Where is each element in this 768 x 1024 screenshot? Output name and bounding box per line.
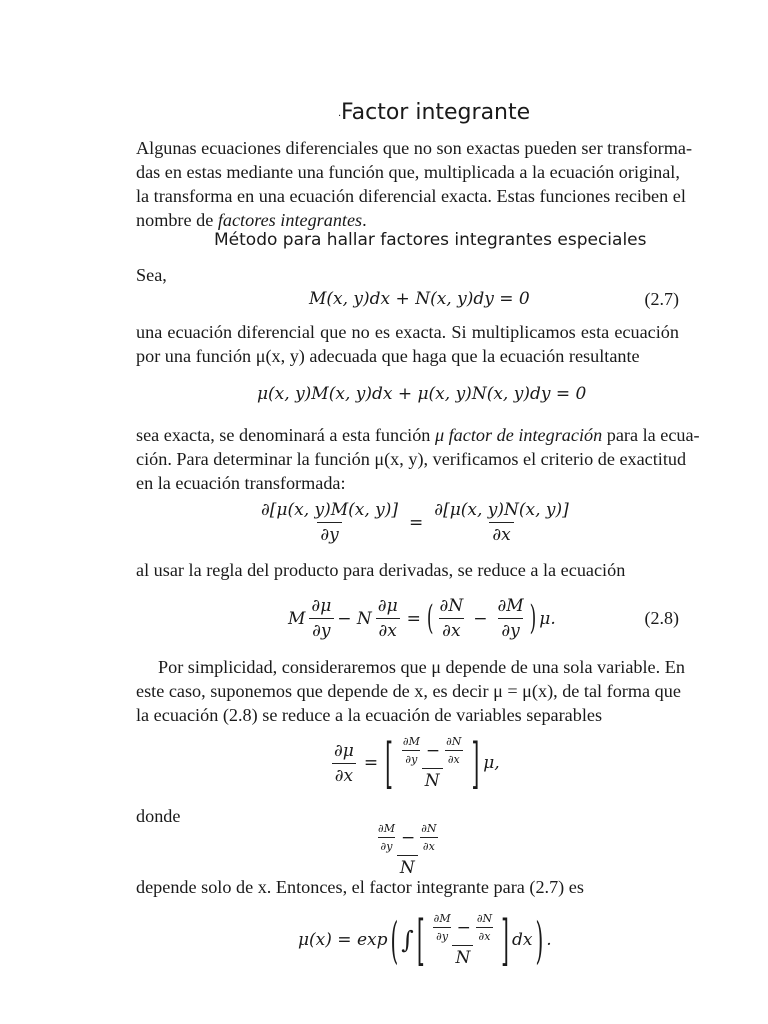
sep-N: N [422,768,443,791]
equation-multiplied: μ(x, y)M(x, y)dx + μ(x, y)N(x, y)dy = 0 [257,384,587,404]
final-dx-end: dx [511,930,533,950]
sep-dx: ∂x [332,763,356,786]
donde-dM: ∂M [378,822,395,835]
subsection-title: Método para hallar factores integrantes especiales [214,230,647,250]
eq28-mu: μ. [539,608,556,629]
sep-dx2: ∂x [445,750,463,766]
donde-fraction [372,822,443,878]
exactness-lhs-numerator: ∂[μ(x, y)M(x, y)] [261,500,399,520]
sep-dN-dx [443,735,464,766]
equation-donde [372,822,443,878]
final-dM: ∂M [433,912,451,925]
equation-number-2-8: (2.8) [644,608,679,628]
equals-sign: = [409,512,424,533]
eq28-dM-dy [494,596,526,641]
sep-dmu-dx [331,741,357,786]
final-dy: ∂y [433,927,451,943]
sep-dy: ∂y [402,750,420,766]
eq28-dmu-1: ∂μ [311,596,332,616]
final-dN: ∂N [476,912,493,925]
exactness-rhs-numerator: ∂[μ(x, y)N(x, y)] [434,500,569,520]
final-left-bracket: [ [416,907,425,973]
intro-line-4-text: nombre de [136,210,218,230]
paragraph-5-line-2: este caso, suponemos que depende de x, es decir μ = μ(x), de tal forma que [136,681,681,701]
sep-mu: μ, [483,753,500,773]
exactness-rhs-fraction [431,500,572,545]
final-lhs: μ(x) = exp [298,930,388,950]
sep-main-fraction [397,735,468,791]
eq28-dx-2: ∂x [439,618,463,641]
sep-minus: − [425,740,441,761]
intro-line-3: la transforma en una ecuación diferencial exacta. Estas funciones reciben el [136,186,686,206]
paragraph-3-line-1-text: sea exacta, se denominará a esta función [136,425,435,445]
final-left-paren: ( [390,910,399,970]
intro-paragraph [136,136,693,232]
donde-text: donde [136,806,181,826]
eq28-dM: ∂M [497,596,524,616]
eq28-dmu-2: ∂μ [377,596,398,616]
paragraph-3 [136,423,700,495]
sep-dM: ∂M [402,735,420,748]
eq28-M: M [288,608,306,629]
donde-dN: ∂N [421,822,437,835]
paragraph-2-line-1: una ecuación diferencial que no es exacta. Si multiplicamos esta ecuación [136,322,679,342]
intro-line-2: das en estas mediante una función que, multiplicada a la ecuación original, [136,162,680,182]
eq28-dN: ∂N [439,596,464,616]
equation-number-2-7: (2.7) [644,289,679,309]
intro-line-4 [136,208,679,232]
paragraph-2-line-2: por una función μ(x, y) adecuada que haga que la ecuación resultante [136,346,640,366]
eq28-minus-N: − N [337,608,372,629]
exactness-lhs-denominator: ∂y [317,522,341,545]
equation-separable [331,730,500,796]
eq28-dx-1: ∂x [376,618,400,641]
eq28-dmu-dx [375,596,401,641]
intro-line-4-period: . [362,210,367,230]
final-dM-dy [431,912,454,943]
exactness-rhs-denominator: ∂x [489,522,513,545]
sep-equals: = [363,753,379,773]
eq28-dmu-dy [308,596,334,641]
paragraph-3-line-1 [136,423,700,447]
eq28-right-paren: ) [529,598,537,639]
equation-2-7: M(x, y)dx + N(x, y)dy = 0 [309,289,530,309]
factores-integrantes-term: factores integrantes [217,210,363,230]
final-right-paren: ) [535,910,544,970]
paragraph-3-line-3: en la ecuación transformada: [136,473,346,493]
sep-dmu: ∂μ [334,740,354,761]
paragraph-5-line-1: Por simplicidad, consideraremos que μ depende de una sola variable. En [158,657,685,677]
paragraph-3-line-1-end: para la ecua- [602,425,700,445]
paragraph-2 [136,320,679,368]
paragraph-3-line-2: ción. Para determinar la función μ(x, y), verificamos el criterio de exactitud [136,449,687,469]
sep-left-bracket: [ [385,730,393,796]
sep-dN: ∂N [446,735,462,748]
sep-right-bracket: ] [471,730,480,796]
final-main-fraction [428,912,499,968]
section-title: Factor integrante [341,100,531,125]
donde-numerator [372,822,443,855]
final-period: . [546,930,552,950]
equation-exactness [258,500,572,545]
final-N: N [452,945,473,968]
exactness-lhs-fraction [258,500,401,545]
equation-final [298,907,552,973]
sea-text: Sea, [136,265,167,285]
donde-minus: − [400,827,416,848]
eq28-dy-2: ∂y [498,618,522,641]
sep-main-numerator [397,735,468,768]
final-dN-dx [474,912,495,943]
equation-2-8 [288,596,556,641]
donde-dx: ∂x [420,837,438,853]
eq28-equals: = [406,608,421,629]
final-right-bracket: ] [501,907,509,973]
donde-dy: ∂y [378,837,396,853]
eq28-left-paren: ( [426,598,434,639]
paragraph-6: depende solo de x. Entonces, el factor integrante para (2.7) es [136,877,584,897]
eq28-dy-1: ∂y [309,618,333,641]
final-integral: ∫ [401,926,414,954]
donde-dN-dx [418,822,439,853]
intro-line-1: Algunas ecuaciones diferenciales que no son exactas pueden ser transforma- [136,138,693,158]
final-numerator [428,912,499,945]
paragraph-5-line-3: la ecuación (2.8) se reduce a la ecuación de variables separables [136,705,603,725]
donde-dM-dy [375,822,398,853]
eq28-minus: − [473,608,488,629]
final-minus: − [456,917,471,938]
donde-N: N [397,855,418,878]
eq28-dN-dx [437,596,467,641]
paragraph-5 [136,655,685,727]
sep-dM-dy [400,735,423,766]
factor-de-integracion-term: μ factor de integración [434,425,603,445]
final-dx: ∂x [476,927,494,943]
paragraph-4: al usar la regla del producto para derivadas, se reduce a la ecuación [136,560,626,580]
section-number: . [338,108,342,119]
